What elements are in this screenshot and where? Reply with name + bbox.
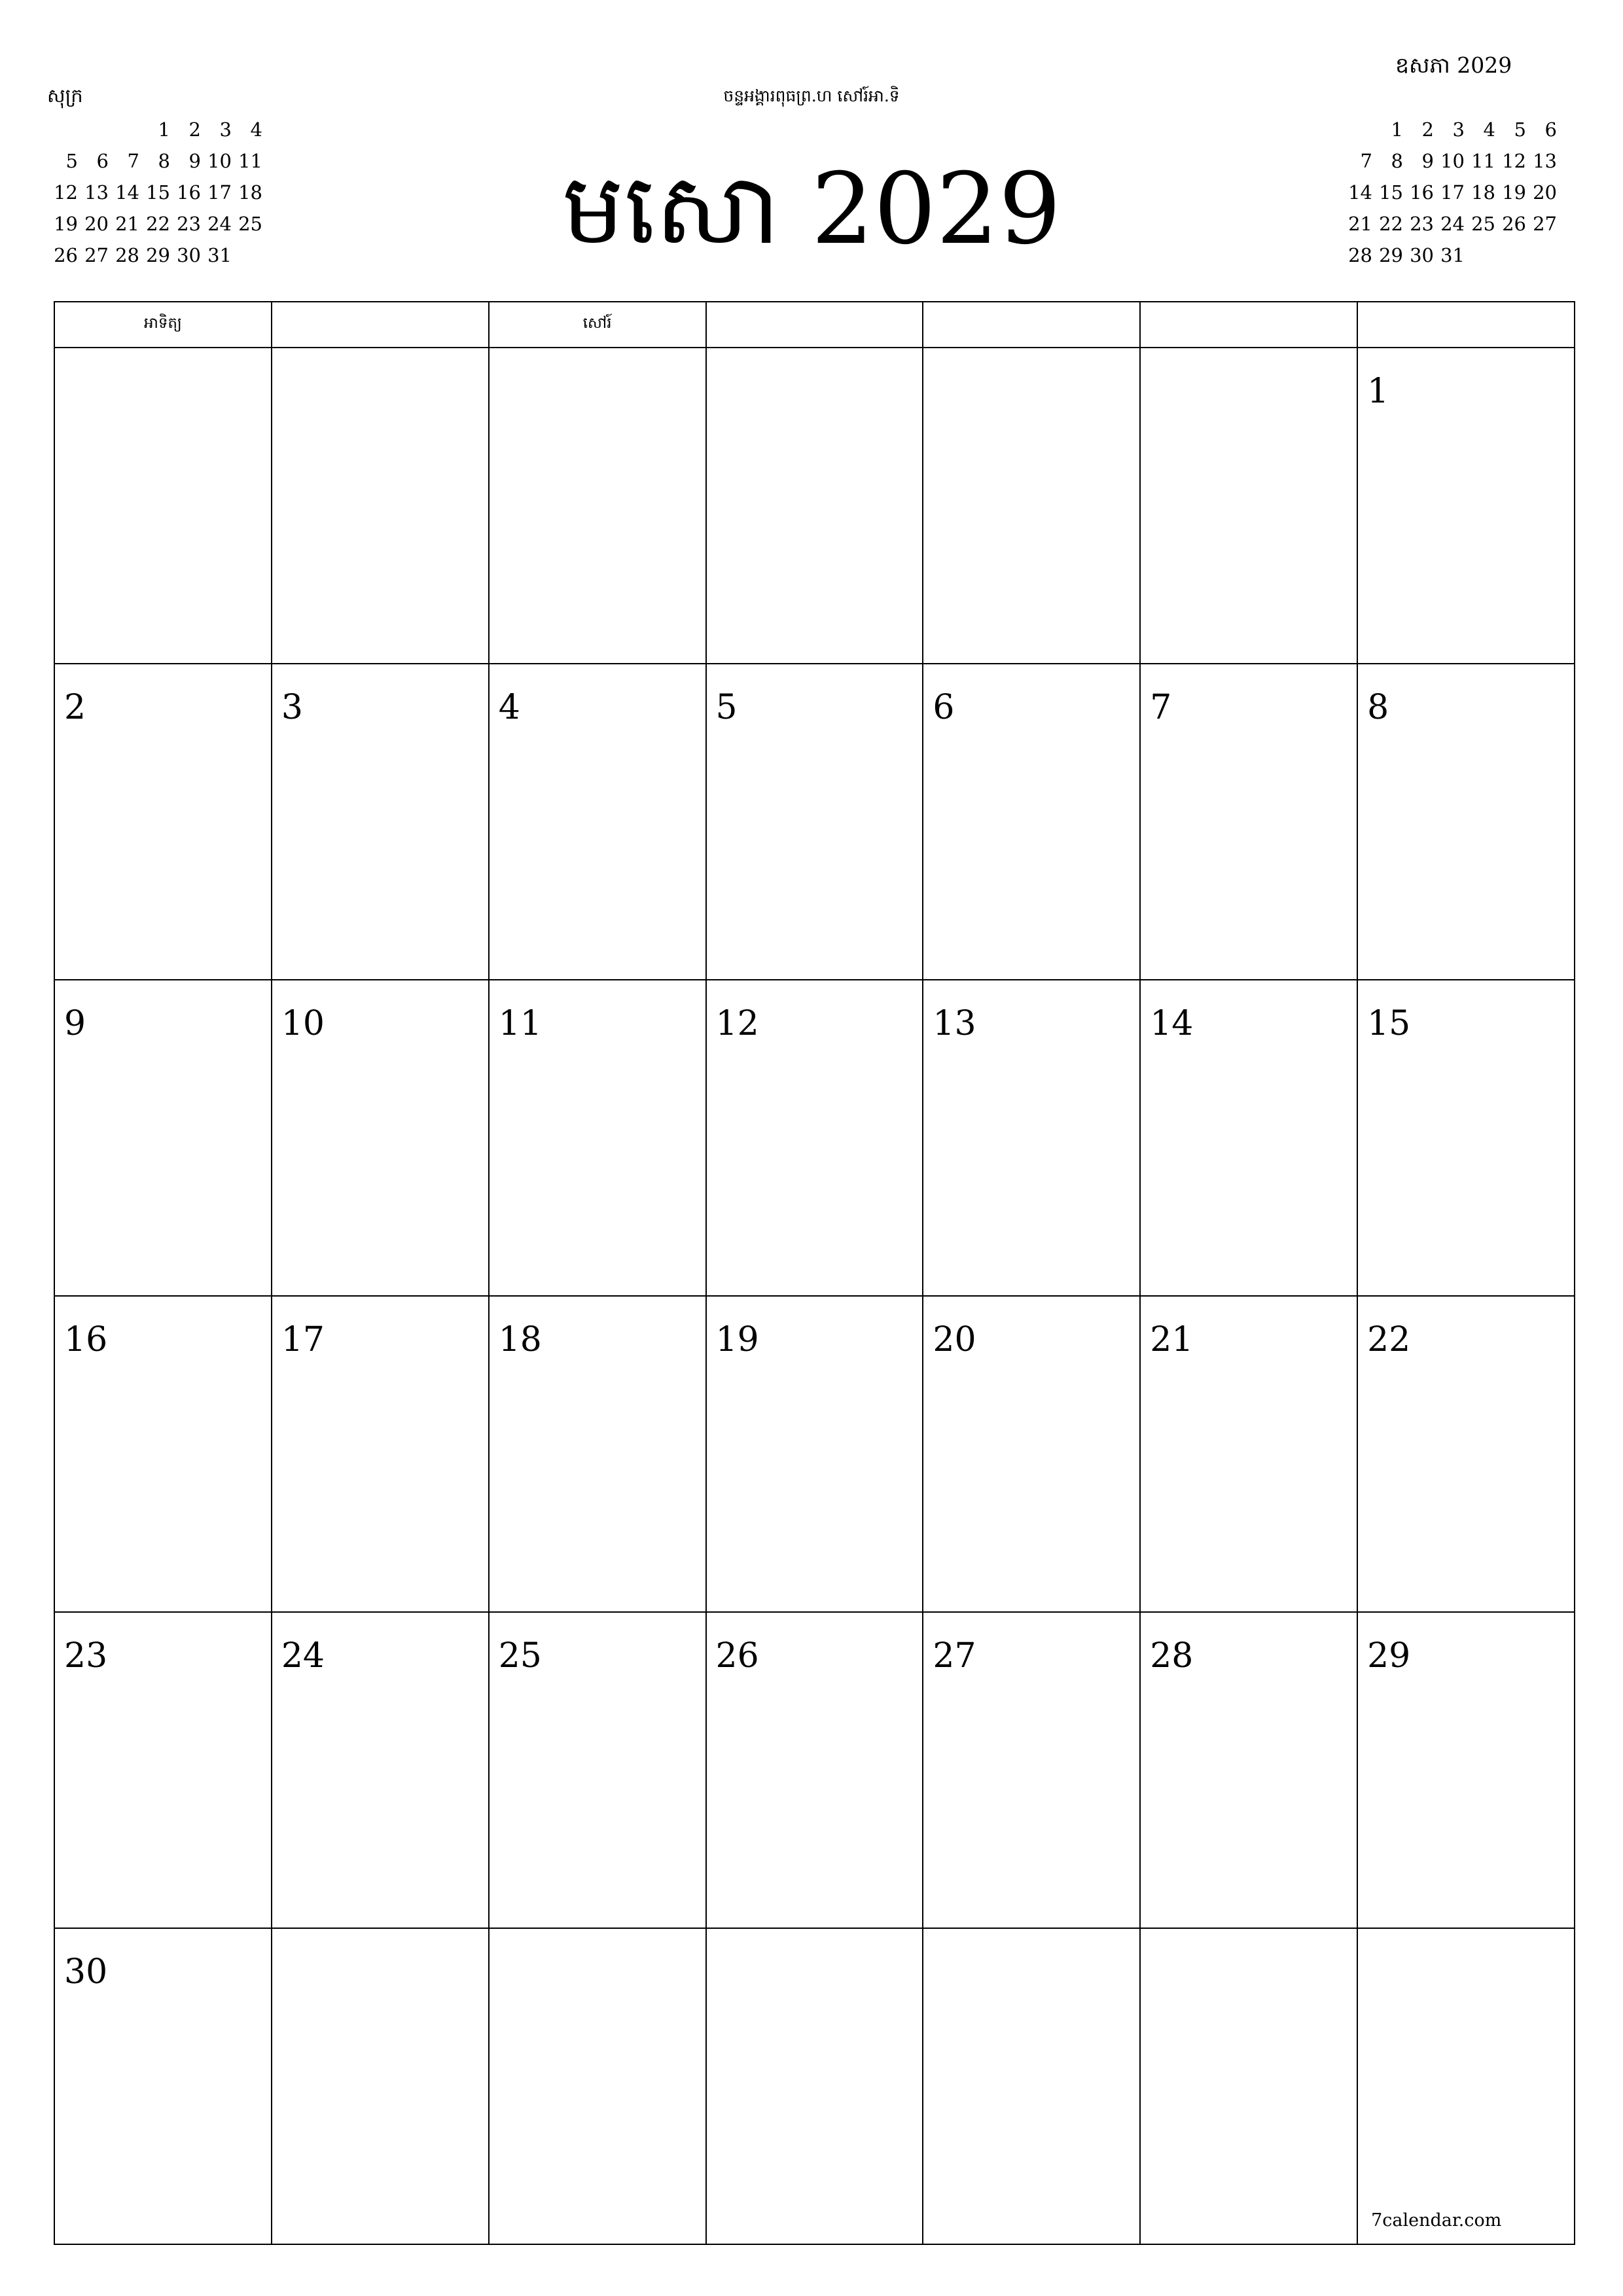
day-cell[interactable] bbox=[272, 1612, 489, 1928]
mini-day: 12 bbox=[54, 181, 78, 204]
day-cell[interactable] bbox=[272, 1296, 489, 1612]
mini-day: 20 bbox=[1533, 181, 1557, 204]
mini-day: 4 bbox=[1483, 118, 1495, 141]
weekday-header bbox=[923, 302, 1140, 348]
day-number: 6 bbox=[933, 688, 955, 727]
day-cell[interactable] bbox=[54, 980, 272, 1296]
day-cell[interactable] bbox=[706, 1928, 923, 2244]
mini-day bbox=[1465, 240, 1495, 271]
day-cell[interactable] bbox=[1140, 980, 1357, 1296]
day-number: 11 bbox=[498, 1004, 542, 1043]
mini-day: 12 bbox=[1502, 150, 1526, 172]
day-number: 19 bbox=[715, 1320, 759, 1359]
mini-week-row bbox=[1342, 114, 1557, 145]
day-cell[interactable] bbox=[54, 348, 272, 664]
mini-day: 16 bbox=[177, 181, 201, 204]
site-credit: 7calendar.com bbox=[1371, 2210, 1502, 2231]
mini-calendar-next bbox=[1342, 50, 1577, 272]
mini-day: 28 bbox=[1348, 244, 1372, 266]
day-number: 10 bbox=[281, 1004, 325, 1043]
day-cell[interactable] bbox=[1140, 348, 1357, 664]
mini-day: 22 bbox=[146, 213, 170, 235]
note-line: ចន្ទអង្គារពុធព្រ.ហ សៅរ៍អា.ទិ bbox=[723, 86, 900, 105]
day-number: 29 bbox=[1367, 1636, 1411, 1676]
mini-day: 26 bbox=[1502, 213, 1526, 235]
calendar-grid bbox=[54, 301, 1575, 2245]
day-number: 1 bbox=[1367, 372, 1389, 411]
mini-week-row bbox=[47, 114, 262, 145]
day-number: 28 bbox=[1150, 1636, 1194, 1676]
mini-day: 18 bbox=[238, 181, 262, 204]
day-cell[interactable] bbox=[706, 1612, 923, 1928]
mini-day: 24 bbox=[207, 213, 232, 235]
mini-day: 4 bbox=[250, 118, 262, 141]
mini-day bbox=[78, 114, 109, 145]
mini-day: 23 bbox=[177, 213, 201, 235]
mini-day: 25 bbox=[238, 213, 262, 235]
mini-day: 30 bbox=[1410, 244, 1434, 266]
weekday-header: សៅរ៍ bbox=[489, 302, 706, 348]
mini-week-row bbox=[1342, 145, 1557, 177]
day-number: 13 bbox=[933, 1004, 976, 1043]
mini-day: 20 bbox=[84, 213, 109, 235]
calendar-week-row bbox=[54, 1928, 1575, 2244]
mini-day bbox=[109, 114, 139, 145]
mini-day: 26 bbox=[54, 244, 78, 266]
day-cell[interactable] bbox=[1357, 1296, 1575, 1612]
weekday-header-row bbox=[54, 302, 1575, 348]
day-number: 16 bbox=[64, 1320, 108, 1359]
mini-month-name: ឧសភា 2029 bbox=[1395, 52, 1512, 78]
day-cell[interactable] bbox=[54, 1612, 272, 1928]
weekday-header: អាទិត្យ bbox=[54, 302, 272, 348]
mini-day: 25 bbox=[1471, 213, 1495, 235]
mini-day: 23 bbox=[1410, 213, 1434, 235]
mini-day: 29 bbox=[146, 244, 170, 266]
mini-day: 21 bbox=[115, 213, 139, 235]
day-cell[interactable] bbox=[489, 1296, 706, 1612]
calendar-week-row bbox=[54, 664, 1575, 980]
mini-day bbox=[1342, 114, 1372, 145]
day-cell[interactable] bbox=[1357, 1612, 1575, 1928]
day-number: 7 bbox=[1150, 688, 1172, 727]
day-cell[interactable] bbox=[706, 664, 923, 980]
day-cell[interactable] bbox=[1357, 1928, 1575, 2244]
mini-day: 18 bbox=[1471, 181, 1495, 204]
mini-day: 27 bbox=[84, 244, 109, 266]
day-cell[interactable] bbox=[489, 1928, 706, 2244]
mini-week-row bbox=[1342, 240, 1557, 271]
mini-day: 2 bbox=[1421, 118, 1434, 141]
day-number: 5 bbox=[715, 688, 738, 727]
day-number: 22 bbox=[1367, 1320, 1411, 1359]
mini-day: 7 bbox=[127, 150, 139, 172]
day-cell[interactable] bbox=[923, 1612, 1140, 1928]
day-cell[interactable] bbox=[489, 664, 706, 980]
day-number: 25 bbox=[498, 1636, 542, 1676]
day-number: 30 bbox=[64, 1952, 108, 1992]
mini-day: 13 bbox=[1533, 150, 1557, 172]
day-number: 26 bbox=[715, 1636, 759, 1676]
day-cell[interactable] bbox=[706, 1296, 923, 1612]
weekday-header bbox=[706, 302, 923, 348]
day-cell[interactable] bbox=[923, 1296, 1140, 1612]
mini-day: 1 bbox=[1391, 118, 1403, 141]
mini-day: 6 bbox=[1544, 118, 1557, 141]
day-number: 9 bbox=[64, 1004, 86, 1043]
day-cell[interactable] bbox=[1357, 664, 1575, 980]
mini-day: 17 bbox=[1440, 181, 1465, 204]
day-cell[interactable] bbox=[272, 664, 489, 980]
day-number: 15 bbox=[1367, 1004, 1411, 1043]
day-cell[interactable] bbox=[54, 1296, 272, 1612]
day-cell[interactable] bbox=[272, 1928, 489, 2244]
day-cell[interactable] bbox=[489, 348, 706, 664]
weekday-header bbox=[1357, 302, 1575, 348]
mini-day: 1 bbox=[158, 118, 170, 141]
mini-day: 8 bbox=[1391, 150, 1403, 172]
mini-day: 3 bbox=[219, 118, 232, 141]
day-cell[interactable] bbox=[489, 980, 706, 1296]
day-cell[interactable] bbox=[1140, 1296, 1357, 1612]
mini-month-name: សុក្រ bbox=[47, 84, 83, 107]
day-number: 14 bbox=[1150, 1004, 1194, 1043]
day-cell[interactable] bbox=[1140, 664, 1357, 980]
day-number: 3 bbox=[281, 688, 303, 727]
mini-day: 15 bbox=[1379, 181, 1403, 204]
mini-day: 14 bbox=[115, 181, 139, 204]
day-number: 24 bbox=[281, 1636, 325, 1676]
mini-day: 3 bbox=[1452, 118, 1465, 141]
mini-day: 8 bbox=[158, 150, 170, 172]
day-cell[interactable] bbox=[923, 664, 1140, 980]
mini-day: 11 bbox=[238, 150, 262, 172]
day-cell[interactable] bbox=[54, 1928, 272, 2244]
mini-day: 27 bbox=[1533, 213, 1557, 235]
mini-day bbox=[1526, 240, 1557, 271]
day-number: 27 bbox=[933, 1636, 976, 1676]
day-cell[interactable] bbox=[272, 348, 489, 664]
day-cell[interactable] bbox=[1140, 1928, 1357, 2244]
day-cell[interactable] bbox=[923, 1928, 1140, 2244]
calendar-week-row bbox=[54, 980, 1575, 1296]
mini-day: 30 bbox=[177, 244, 201, 266]
day-cell[interactable] bbox=[923, 348, 1140, 664]
mini-day: 22 bbox=[1379, 213, 1403, 235]
mini-day: 31 bbox=[1440, 244, 1465, 266]
mini-day: 5 bbox=[65, 150, 78, 172]
mini-day: 10 bbox=[1440, 150, 1465, 172]
day-number: 4 bbox=[498, 688, 520, 727]
day-number: 23 bbox=[64, 1636, 108, 1676]
mini-day bbox=[1495, 240, 1526, 271]
weekday-header bbox=[272, 302, 489, 348]
day-cell[interactable] bbox=[54, 664, 272, 980]
day-number: 8 bbox=[1367, 688, 1389, 727]
day-number: 12 bbox=[715, 1004, 759, 1043]
day-cell[interactable] bbox=[706, 348, 923, 664]
mini-day: 13 bbox=[84, 181, 109, 204]
calendar-week-row bbox=[54, 348, 1575, 664]
mini-day: 10 bbox=[207, 150, 232, 172]
day-cell[interactable] bbox=[1357, 348, 1575, 664]
day-number: 2 bbox=[64, 688, 86, 727]
page-title: មសោ 2029 bbox=[562, 152, 1061, 266]
calendar-week-row bbox=[54, 1296, 1575, 1612]
day-cell[interactable] bbox=[1140, 1612, 1357, 1928]
day-cell[interactable] bbox=[1357, 980, 1575, 1296]
mini-day: 6 bbox=[96, 150, 109, 172]
day-cell[interactable] bbox=[272, 980, 489, 1296]
day-number: 21 bbox=[1150, 1320, 1194, 1359]
mini-day: 5 bbox=[1514, 118, 1526, 141]
day-cell[interactable] bbox=[923, 980, 1140, 1296]
mini-day: 7 bbox=[1360, 150, 1372, 172]
mini-day: 16 bbox=[1410, 181, 1434, 204]
mini-week-row bbox=[1342, 177, 1557, 208]
mini-day: 19 bbox=[54, 213, 78, 235]
mini-day: 11 bbox=[1471, 150, 1495, 172]
mini-week-row bbox=[1342, 208, 1557, 240]
mini-day: 24 bbox=[1440, 213, 1465, 235]
mini-day: 31 bbox=[207, 244, 232, 266]
mini-day: 29 bbox=[1379, 244, 1403, 266]
mini-day: 14 bbox=[1348, 181, 1372, 204]
mini-day: 21 bbox=[1348, 213, 1372, 235]
mini-month-table bbox=[1342, 114, 1557, 271]
day-cell[interactable] bbox=[489, 1612, 706, 1928]
day-cell[interactable] bbox=[706, 980, 923, 1296]
day-number: 18 bbox=[498, 1320, 542, 1359]
mini-day: 17 bbox=[207, 181, 232, 204]
mini-day bbox=[47, 114, 78, 145]
day-number: 17 bbox=[281, 1320, 325, 1359]
calendar-week-row bbox=[54, 1612, 1575, 1928]
mini-day: 2 bbox=[188, 118, 201, 141]
day-number: 20 bbox=[933, 1320, 976, 1359]
mini-day: 28 bbox=[115, 244, 139, 266]
mini-day: 19 bbox=[1502, 181, 1526, 204]
weekday-header bbox=[1140, 302, 1357, 348]
mini-day: 15 bbox=[146, 181, 170, 204]
mini-day: 9 bbox=[188, 150, 201, 172]
mini-day: 9 bbox=[1421, 150, 1434, 172]
